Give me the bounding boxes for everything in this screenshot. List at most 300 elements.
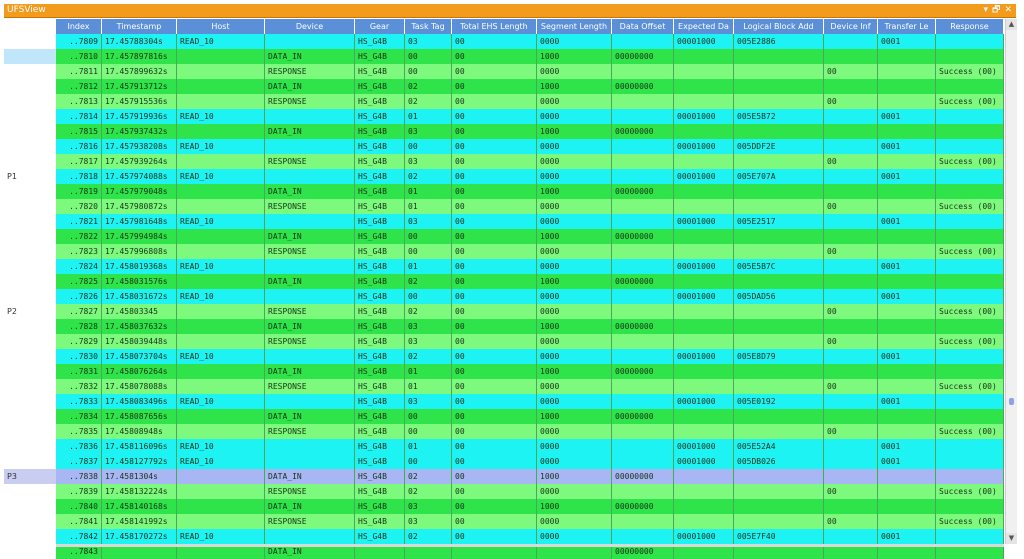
- cell-index: ..7837: [56, 454, 102, 469]
- cell-task-tag: 00: [405, 424, 452, 439]
- cell-device: [265, 289, 355, 304]
- cell-timestamp: 17.458116096s: [102, 439, 177, 454]
- cell-task-tag: 01: [405, 109, 452, 124]
- cell-data-offset: [612, 439, 674, 454]
- cell-data-offset: 00000000: [612, 544, 674, 559]
- table-row[interactable]: [56, 184, 1004, 199]
- cell-index: ..7812: [56, 79, 102, 94]
- cell-index: ..7814: [56, 109, 102, 124]
- cell-segment-length: 0000: [537, 154, 612, 169]
- cell-lba: 005DAD56: [734, 289, 824, 304]
- cell-timestamp: 17.458141992s: [102, 514, 177, 529]
- table-row[interactable]: [56, 49, 1004, 64]
- cell-segment-length: 0000: [537, 169, 612, 184]
- cell-index: ..7826: [56, 289, 102, 304]
- cell-device: [265, 214, 355, 229]
- cell-transfer-length: 0001: [878, 394, 936, 409]
- cell-segment-length: 1000: [537, 79, 612, 94]
- table-body: [56, 34, 1004, 559]
- cell-data-offset: [612, 334, 674, 349]
- column-header-transfer-length[interactable]: Transfer Le: [878, 19, 936, 34]
- cell-device: DATA_IN: [265, 364, 355, 379]
- table-row[interactable]: [56, 169, 1004, 184]
- cell-task-tag: 01: [405, 364, 452, 379]
- cell-data-offset: 00000000: [612, 409, 674, 424]
- cell-expected-data: 00001000: [674, 109, 734, 124]
- table-row[interactable]: [56, 274, 1004, 289]
- cell-device: RESPONSE: [265, 64, 355, 79]
- column-header-expected-data[interactable]: Expected Da: [674, 19, 734, 34]
- cell-segment-length: 0000: [537, 34, 612, 49]
- column-header-data-offset[interactable]: Data Offset: [612, 19, 674, 34]
- cell-ehs-length: 00: [452, 484, 537, 499]
- cell-response: Success (00): [936, 304, 1004, 319]
- cell-ehs-length: 00: [452, 319, 537, 334]
- cell-index: ..7813: [56, 94, 102, 109]
- cell-response: [936, 49, 1004, 64]
- column-header-device[interactable]: Device: [265, 19, 355, 34]
- cell-device: [265, 439, 355, 454]
- column-header-timestamp[interactable]: Timestamp: [102, 19, 177, 34]
- cell-transfer-length: [878, 484, 936, 499]
- cell-host: [177, 469, 265, 484]
- column-header-gear[interactable]: Gear: [355, 19, 405, 34]
- cell-timestamp: 17.458031672s: [102, 289, 177, 304]
- cell-host: [177, 424, 265, 439]
- table-row[interactable]: [56, 484, 1004, 499]
- cell-device: DATA_IN: [265, 409, 355, 424]
- cell-data-offset: 00000000: [612, 229, 674, 244]
- cell-response: Success (00): [936, 154, 1004, 169]
- cell-data-offset: [612, 289, 674, 304]
- cell-gear: HS_G4B: [355, 259, 405, 274]
- cell-host: [177, 274, 265, 289]
- table-row[interactable]: [56, 229, 1004, 244]
- cell-ehs-length: 00: [452, 259, 537, 274]
- cell-ehs-length: 00: [452, 409, 537, 424]
- cell-timestamp: 17.457979048s: [102, 184, 177, 199]
- cell-segment-length: 1000: [537, 499, 612, 514]
- cell-device: RESPONSE: [265, 244, 355, 259]
- cell-ehs-length: 00: [452, 469, 537, 484]
- cell-ehs-length: 00: [452, 244, 537, 259]
- cell-host: [177, 379, 265, 394]
- cell-task-tag: 02: [405, 349, 452, 364]
- cell-ehs-length: 00: [452, 49, 537, 64]
- cell-ehs-length: 00: [452, 79, 537, 94]
- cell-index: ..7809: [56, 34, 102, 49]
- cell-host: [177, 184, 265, 199]
- table-row[interactable]: [56, 259, 1004, 274]
- column-header-ehs-length[interactable]: Total EHS Length: [452, 19, 537, 34]
- cell-response: [936, 394, 1004, 409]
- cell-gear: HS_G4B: [355, 94, 405, 109]
- cell-segment-length: 0000: [537, 289, 612, 304]
- cell-lba: [734, 304, 824, 319]
- cell-transfer-length: [878, 364, 936, 379]
- cell-expected-data: [674, 424, 734, 439]
- cell-task-tag: 02: [405, 469, 452, 484]
- cell-host: READ_10: [177, 259, 265, 274]
- cell-device: DATA_IN: [265, 124, 355, 139]
- cell-gear: HS_G4B: [355, 154, 405, 169]
- cell-device-info: 00: [824, 514, 878, 529]
- cell-expected-data: 00001000: [674, 34, 734, 49]
- cell-device-info: [824, 49, 878, 64]
- cell-data-offset: [612, 64, 674, 79]
- cell-segment-length: 1000: [537, 409, 612, 424]
- cell-index: ..7822: [56, 229, 102, 244]
- cell-expected-data: 00001000: [674, 139, 734, 154]
- cell-device: [265, 349, 355, 364]
- cell-device: RESPONSE: [265, 334, 355, 349]
- cell-transfer-length: [878, 49, 936, 64]
- cell-data-offset: [612, 394, 674, 409]
- cell-host: READ_10: [177, 454, 265, 469]
- cell-segment-length: 0000: [537, 214, 612, 229]
- cell-lba: 005E8D79: [734, 349, 824, 364]
- cell-segment-length: 0000: [537, 424, 612, 439]
- cell-gear: HS_G4B: [355, 529, 405, 544]
- close-icon[interactable]: ✕: [1004, 5, 1012, 15]
- cell-timestamp: 17.457919936s: [102, 109, 177, 124]
- cell-transfer-length: [878, 319, 936, 334]
- cell-device-info: 00: [824, 64, 878, 79]
- cell-timestamp: 17.4581304s: [102, 469, 177, 484]
- cell-ehs-length: 00: [452, 304, 537, 319]
- cell-gear: HS_G4B: [355, 394, 405, 409]
- scroll-down-icon[interactable]: ▼: [1006, 533, 1017, 544]
- cell-data-offset: [612, 139, 674, 154]
- cell-data-offset: 00000000: [612, 49, 674, 64]
- cell-gear: HS_G4B: [355, 244, 405, 259]
- cell-response: Success (00): [936, 424, 1004, 439]
- cell-response: Success (00): [936, 64, 1004, 79]
- cell-data-offset: 00000000: [612, 469, 674, 484]
- cell-index: ..7823: [56, 244, 102, 259]
- cell-device-info: 00: [824, 94, 878, 109]
- cell-lba: 005DDF2E: [734, 139, 824, 154]
- cell-timestamp: 17.458073704s: [102, 349, 177, 364]
- cell-response: [936, 364, 1004, 379]
- table-row[interactable]: [56, 79, 1004, 94]
- cell-device: DATA_IN: [265, 469, 355, 484]
- cell-response: [936, 124, 1004, 139]
- cell-response: [936, 214, 1004, 229]
- cell-gear: HS_G4B: [355, 109, 405, 124]
- cell-lba: 005E707A: [734, 169, 824, 184]
- cell-timestamp: 17.458078088s: [102, 379, 177, 394]
- table-row[interactable]: [56, 364, 1004, 379]
- table-row[interactable]: [56, 139, 1004, 154]
- cell-data-offset: [612, 109, 674, 124]
- cell-expected-data: [674, 304, 734, 319]
- table-row[interactable]: [56, 469, 1004, 484]
- cell-response: [936, 169, 1004, 184]
- horizontal-scroll-edge: [56, 544, 1004, 547]
- cell-index: ..7827: [56, 304, 102, 319]
- cell-lba: 005E52A4: [734, 439, 824, 454]
- cell-expected-data: [674, 199, 734, 214]
- column-header-task-tag[interactable]: Task Tag: [405, 19, 452, 34]
- cell-gear: HS_G4B: [355, 49, 405, 64]
- cell-expected-data: 00001000: [674, 169, 734, 184]
- cell-device: DATA_IN: [265, 274, 355, 289]
- cell-response: [936, 109, 1004, 124]
- cell-segment-length: 0000: [537, 94, 612, 109]
- cell-device-info: [824, 394, 878, 409]
- cell-response: Success (00): [936, 334, 1004, 349]
- window-title: UFSView: [7, 5, 46, 15]
- cell-response: [936, 139, 1004, 154]
- table-row[interactable]: [56, 529, 1004, 544]
- cell-gear: HS_G4B: [355, 64, 405, 79]
- cell-segment-length: 0000: [537, 514, 612, 529]
- cell-gear: HS_G4B: [355, 424, 405, 439]
- cell-index: ..7811: [56, 64, 102, 79]
- cell-device: DATA_IN: [265, 49, 355, 64]
- cell-transfer-length: [878, 514, 936, 529]
- cell-host: READ_10: [177, 394, 265, 409]
- cell-expected-data: [674, 334, 734, 349]
- cell-segment-length: 1000: [537, 184, 612, 199]
- cell-gear: HS_G4B: [355, 484, 405, 499]
- cell-expected-data: [674, 184, 734, 199]
- cell-ehs-length: 00: [452, 94, 537, 109]
- cell-transfer-length: [878, 64, 936, 79]
- table-row[interactable]: [56, 124, 1004, 139]
- cell-index: ..7825: [56, 274, 102, 289]
- cell-device-info: 00: [824, 379, 878, 394]
- cell-task-tag: 03: [405, 214, 452, 229]
- cell-device-info: [824, 139, 878, 154]
- cell-device: DATA_IN: [265, 184, 355, 199]
- cell-expected-data: [674, 64, 734, 79]
- cell-response: [936, 499, 1004, 514]
- column-header-segment-length[interactable]: Segment Length: [537, 19, 612, 34]
- cell-lba: [734, 379, 824, 394]
- packet-table: [56, 19, 1004, 556]
- cell-segment-length: 0000: [537, 379, 612, 394]
- table-row[interactable]: [56, 499, 1004, 514]
- cell-lba: [734, 424, 824, 439]
- table-row[interactable]: [56, 214, 1004, 229]
- group-label[interactable]: P2: [7, 307, 17, 316]
- cell-expected-data: [674, 379, 734, 394]
- cell-expected-data: [674, 499, 734, 514]
- cell-timestamp: 17.458031576s: [102, 274, 177, 289]
- cell-segment-length: 0000: [537, 439, 612, 454]
- cell-gear: HS_G4B: [355, 469, 405, 484]
- table-row[interactable]: [56, 424, 1004, 439]
- cell-device-info: [824, 289, 878, 304]
- table-row[interactable]: [56, 109, 1004, 124]
- cell-gear: HS_G4B: [355, 124, 405, 139]
- cell-timestamp: 17.457913712s: [102, 79, 177, 94]
- cell-lba: [734, 469, 824, 484]
- cell-gear: HS_G4B: [355, 364, 405, 379]
- cell-response: [936, 439, 1004, 454]
- cell-gear: HS_G4B: [355, 514, 405, 529]
- cell-device: [265, 34, 355, 49]
- cell-ehs-length: 00: [452, 439, 537, 454]
- cell-expected-data: 00001000: [674, 349, 734, 364]
- cell-expected-data: [674, 244, 734, 259]
- table-row[interactable]: [56, 409, 1004, 424]
- cell-device: [265, 109, 355, 124]
- table-row[interactable]: [56, 334, 1004, 349]
- cell-lba: [734, 409, 824, 424]
- cell-device: [265, 169, 355, 184]
- cell-timestamp: 17.458140168s: [102, 499, 177, 514]
- table-row[interactable]: [56, 394, 1004, 409]
- cell-timestamp: 17.45808948s: [102, 424, 177, 439]
- cell-task-tag: 01: [405, 379, 452, 394]
- cell-segment-length: 0000: [537, 199, 612, 214]
- cell-transfer-length: [878, 229, 936, 244]
- cell-device: RESPONSE: [265, 484, 355, 499]
- cell-transfer-length: 0001: [878, 454, 936, 469]
- cell-host: [177, 154, 265, 169]
- cell-ehs-length: 00: [452, 184, 537, 199]
- column-header-lba[interactable]: Logical Block Add: [734, 19, 824, 34]
- cell-host: READ_10: [177, 169, 265, 184]
- cell-timestamp: 17.457981648s: [102, 214, 177, 229]
- cell-data-offset: 00000000: [612, 79, 674, 94]
- group-label[interactable]: P1: [7, 172, 17, 181]
- cell-index: ..7831: [56, 364, 102, 379]
- cell-host: [177, 94, 265, 109]
- column-header-device-info[interactable]: Device Inf: [824, 19, 878, 34]
- group-label[interactable]: P3: [7, 472, 17, 481]
- cell-device-info: [824, 469, 878, 484]
- cell-data-offset: 00000000: [612, 124, 674, 139]
- cell-timestamp: 17.458170272s: [102, 529, 177, 544]
- cell-transfer-length: 0001: [878, 109, 936, 124]
- cell-host: [177, 334, 265, 349]
- restore-icon[interactable]: 🗗: [992, 5, 1001, 15]
- cell-device-info: [824, 184, 878, 199]
- cell-device-info: [824, 229, 878, 244]
- cell-timestamp: 17.457939264s: [102, 154, 177, 169]
- scrollbar-thumb[interactable]: [1009, 398, 1014, 405]
- cell-host: [177, 499, 265, 514]
- cell-timestamp: 17.458132224s: [102, 484, 177, 499]
- cell-device-info: [824, 319, 878, 334]
- cell-transfer-length: [878, 244, 936, 259]
- vertical-scrollbar[interactable]: [1005, 19, 1017, 544]
- column-header-response[interactable]: Response: [936, 19, 1004, 34]
- cell-index: ..7817: [56, 154, 102, 169]
- cell-host: [177, 364, 265, 379]
- column-header-host[interactable]: Host: [177, 19, 265, 34]
- cell-index: ..7839: [56, 484, 102, 499]
- cell-device: DATA_IN: [265, 79, 355, 94]
- cell-index: ..7816: [56, 139, 102, 154]
- cell-ehs-length: 00: [452, 34, 537, 49]
- cell-index: ..7824: [56, 259, 102, 274]
- cell-ehs-length: 00: [452, 529, 537, 544]
- cell-device-info: [824, 454, 878, 469]
- cell-expected-data: [674, 94, 734, 109]
- cell-task-tag: 03: [405, 394, 452, 409]
- table-row[interactable]: [56, 304, 1004, 319]
- cell-device-info: 00: [824, 334, 878, 349]
- cell-transfer-length: 0001: [878, 289, 936, 304]
- dropdown-icon[interactable]: ▾: [983, 5, 988, 15]
- cell-timestamp: 17.458083496s: [102, 394, 177, 409]
- cell-transfer-length: [878, 184, 936, 199]
- cell-ehs-length: 00: [452, 499, 537, 514]
- cell-transfer-length: [878, 334, 936, 349]
- cell-host: READ_10: [177, 289, 265, 304]
- table-row[interactable]: [56, 289, 1004, 304]
- cell-timestamp: 17.457974088s: [102, 169, 177, 184]
- table-row[interactable]: [56, 514, 1004, 529]
- cell-device-info: 00: [824, 154, 878, 169]
- table-row[interactable]: [56, 34, 1004, 49]
- cell-ehs-length: 00: [452, 349, 537, 364]
- cell-index: ..7835: [56, 424, 102, 439]
- cell-task-tag: 03: [405, 319, 452, 334]
- cell-index: ..7820: [56, 199, 102, 214]
- table-row[interactable]: [56, 154, 1004, 169]
- cell-task-tag: 03: [405, 499, 452, 514]
- column-header-index[interactable]: Index: [56, 19, 102, 34]
- table-row[interactable]: [56, 349, 1004, 364]
- cell-data-offset: 00000000: [612, 274, 674, 289]
- cell-gear: HS_G4B: [355, 379, 405, 394]
- cell-ehs-length: 00: [452, 364, 537, 379]
- table-row[interactable]: [56, 244, 1004, 259]
- cell-expected-data: [674, 229, 734, 244]
- cell-timestamp: 17.458039448s: [102, 334, 177, 349]
- cell-data-offset: [612, 154, 674, 169]
- cell-host: [177, 124, 265, 139]
- table-row[interactable]: [56, 454, 1004, 469]
- cell-expected-data: [674, 484, 734, 499]
- cell-timestamp: 17.458037632s: [102, 319, 177, 334]
- cell-device: [265, 394, 355, 409]
- cell-timestamp: 17.458087656s: [102, 409, 177, 424]
- cell-host: READ_10: [177, 529, 265, 544]
- table-row[interactable]: [56, 439, 1004, 454]
- cell-transfer-length: [878, 154, 936, 169]
- cell-lba: [734, 364, 824, 379]
- cell-device: [265, 454, 355, 469]
- cell-device: RESPONSE: [265, 199, 355, 214]
- cell-segment-length: 0000: [537, 529, 612, 544]
- cell-index: ..7828: [56, 319, 102, 334]
- scroll-up-icon[interactable]: ▲: [1006, 19, 1017, 30]
- cell-data-offset: [612, 529, 674, 544]
- table-row[interactable]: [56, 94, 1004, 109]
- table-row[interactable]: [56, 379, 1004, 394]
- cell-timestamp: 17.457996808s: [102, 244, 177, 259]
- table-row[interactable]: [56, 64, 1004, 79]
- table-row[interactable]: [56, 199, 1004, 214]
- cell-response: Success (00): [936, 94, 1004, 109]
- cell-task-tag: 00: [405, 139, 452, 154]
- cell-expected-data: [674, 319, 734, 334]
- cell-data-offset: [612, 304, 674, 319]
- cell-task-tag: 03: [405, 154, 452, 169]
- cell-device-info: [824, 499, 878, 514]
- cell-ehs-length: 00: [452, 229, 537, 244]
- cell-device: RESPONSE: [265, 379, 355, 394]
- cell-ehs-length: 00: [452, 199, 537, 214]
- table-row[interactable]: [56, 319, 1004, 334]
